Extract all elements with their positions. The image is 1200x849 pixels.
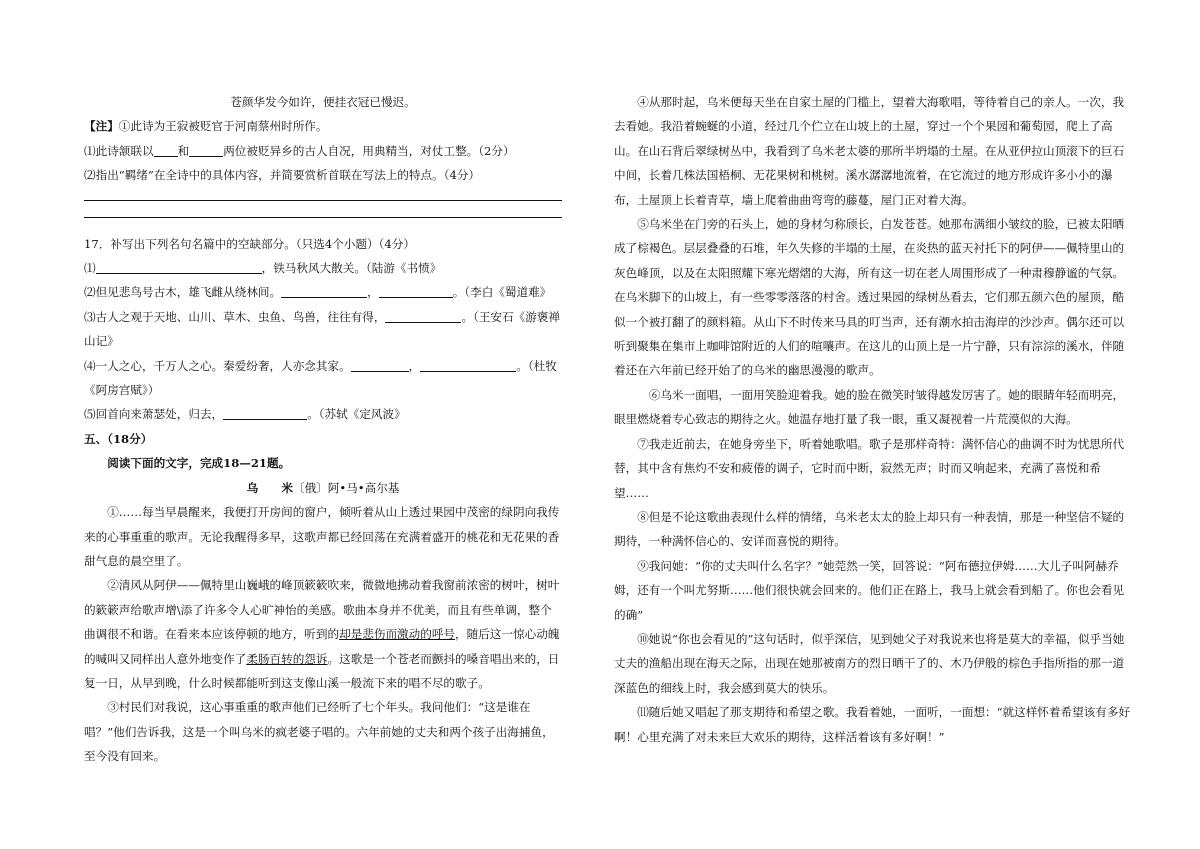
question-17-4: [84, 354, 562, 403]
q17-4-text-a: ⑷一人之心，千万人之心。秦爱纷奢，人亦念其家。: [84, 358, 351, 373]
q17-3-text-b: 。（王安石《游褒禅山记》: [84, 309, 560, 349]
q17-4-text-b: ，: [408, 358, 421, 373]
underlined-phrase-1: 却是悲伤而激动的呼号: [339, 627, 456, 642]
spacer: [84, 218, 562, 232]
question-16-2: ⑵指出“羁绪”在全诗中的具体内容，并简要赏析首联在写法上的特点。（4分）: [84, 168, 481, 183]
p2-text-b: ，随后这一惊心动魄的喊叫又同样出人意外地变作了: [84, 627, 560, 666]
answer-blank[interactable]: [223, 406, 307, 420]
q16-1-text-a: ⑴此诗颔联以: [84, 143, 154, 158]
answer-line[interactable]: [84, 200, 562, 201]
underlined-phrase-2: 柔肠百转的怨诉: [246, 651, 328, 666]
note-tag: 【注】: [84, 119, 119, 134]
paragraph-7: ⑦我走近前去，在她身旁坐下，听着她歌唱。歌子是那样奇特：满怀信心的曲调不时为忧思所代替，其中含有焦灼不安和疲倦的调子，它时而中断，寂然无声；时而又响起来，充满了喜悦和希望……: [614, 436, 1125, 500]
answer-blank[interactable]: [189, 143, 223, 157]
section-five-heading: 五、（18分）: [84, 431, 153, 446]
q17-5-text-a: ⑸回首向来萧瑟处，归去，: [84, 407, 224, 422]
poem-last-line: 苍颜华发今如许，便挂衣冠已慢迟。: [230, 95, 416, 109]
q17-3-text-a: ⑶古人之观于天地、山川、草木、虫鱼、鸟兽，往往有得，: [84, 309, 386, 324]
paragraph-8: ⑧但是不论这歌曲表现什么样的情绪，乌米老太太的脸上却只有一种表情，那是一种坚信不疑的期待，一种满怀信心的、安详而喜悦的期待。: [614, 509, 1125, 549]
question-17-3: [84, 305, 562, 354]
q16-1-text-b: 和: [177, 143, 190, 158]
q16-1-text-c: 两位被贬异乡的古人自况，用典精当，对仗工整。（2分）: [223, 143, 515, 158]
left-column: [84, 90, 562, 769]
story-heading: [84, 476, 562, 500]
question-17: 17．补写出下列名句名篇中的空缺部分。（只选4个小题）（4分）: [84, 236, 415, 251]
answer-blank[interactable]: [351, 358, 409, 372]
reading-instructions: 阅读下面的文字，完成18—21题。: [107, 456, 291, 471]
paragraph-10: ⑩她说“你也会看见的”这句话时，似乎深信，见到她父子对我说来也将是莫大的幸福，似乎当她丈夫的渔船出现在海天之际，出现在她那被南方的烈日晒干了的、木乃伊般的棕色手指所指的那一道深蓝色的细线上时，我会感到莫大的快乐。: [614, 631, 1125, 695]
question-17-2: [84, 280, 562, 304]
question-17-1: [84, 256, 562, 280]
q17-2-text-a: ⑵但见悲鸟号古木，雄飞雌从绕林间。: [84, 285, 282, 300]
p2-text-a: ②清风从阿伊——佩特里山巍峨的峰顶簌簌吹来，微微地拂动着我窗前浓密的树叶，树叶的簌簌声给歌声增\添了许多令人心旷神怡的美感。歌曲本身并不优美，而且有些单调，整个曲调很不和谐。在看来本应该停顿的地方，听到的: [84, 578, 560, 642]
paragraph-3: ③村民们对我说，这心事重重的歌声他们已经听了七个年头。我问他们：“这是谁在唱？”他们告诉我，这是一个叫乌米的疯老婆子唱的。六年前她的丈夫和两个孩子出海捕鱼，至今没有回来。: [84, 700, 554, 764]
answer-blank[interactable]: [379, 284, 453, 298]
answer-blank[interactable]: [154, 143, 178, 157]
q17-5-text-b: 。（苏轼《定风波》: [307, 407, 406, 422]
answer-blank[interactable]: [420, 358, 516, 372]
question-16-1: [84, 139, 562, 163]
paragraph-9: ⑨我问她：“你的丈夫叫什么名字？”她莞然一笑，回答说：“阿布德拉伊姆……大儿子叫阿赫乔姆，还有一个叫尤努斯……他们很快就会回来的。他们正在路上，我马上就会看到船了。你也会看见的确”: [614, 558, 1125, 622]
poem-note: [84, 114, 562, 138]
answer-blank[interactable]: [385, 309, 461, 323]
paragraph-6: ⑥乌米一面唱，一面用笑脸迎着我。她的脸在微笑时皱得越发厉害了。她的眼睛年轻而明亮，眼里燃烧着专心致志的期待之火。她温存地打量了我一眼，重又凝视着一片荒漠似的大海。: [614, 387, 1125, 427]
answer-blank[interactable]: [96, 260, 262, 274]
q17-1-text-b: ，铁马秋风大散关。（陆游《书愤》: [261, 261, 442, 276]
paragraph-11: ⑾随后她又唱起了那支期待和希望之歌。我看着她，一面听，一面想：“就这样怀着希望该有多好啊！心里充满了对未来巨大欢乐的期待，这样活着该有多好啊！”: [614, 705, 1131, 744]
right-column: [614, 90, 1134, 749]
paragraph-4: ④从那时起，乌米便每天坐在自家土屋的门槛上，望着大海歌唱，等待着自己的亲人。一次，我去看她。我沿着蜿蜒的小道，经过几个伫立在山坡上的土屋，穿过一个个果园和葡萄园，爬上了高山。在山石背后翠绿树丛中，我看到了乌米老太婆的那所半坍塌的土屋。在从亚伊拉山顶滚下的巨石中间，长着几株法国梧桐、无花果树和桃树。溪水潺潺地流着，在它流过的地方形成许多小小的瀑布，土屋顶上长着青草，墙上爬着曲曲弯弯的藤蔓，屋门正对着大海。: [614, 95, 1125, 207]
paragraph-5: ⑤乌米坐在门旁的石头上，她的身材匀称颀长，白发苍苍。她那布满细小皱纹的脸，已被太阳晒成了棕褐色。层层叠叠的石堆，年久失修的半塌的土屋，在炎热的蓝天衬托下的阿伊——佩特里山的灰色峰顶，以及在太阳照耀下寒光熠熠的大海，所有这一切在老人周围形成了一种肃穆静谧的气氛。在乌米脚下的山坡上，有一些零零落落的村舍。透过果园的绿树丛看去，它们那五颜六色的屋顶，酷似一个被打翻了的颜料箱。从山下不时传来马具的叮当声，还有潮水拍击海岸的沙沙声。偶尔还可以听到聚集在集市上咖啡馆附近的人们的喧嚷声。在这儿的山顶上是一片宁静，只有淙淙的溪水，伴随着还在六年前已经开始了的乌米的幽思漫漫的歌声。: [614, 217, 1125, 378]
q17-2-text-c: 。（李白《蜀道难》: [452, 285, 552, 300]
p2-text-c: 。这歌是一个苍老而颤抖的嗓音唱出来的，日复一日，从早到晚，什么时候都能听到这支像山溪一般流下来的唱不尽的歌子。: [84, 651, 560, 690]
q17-1-text-a: ⑴: [84, 261, 96, 276]
paragraph-2: [84, 573, 562, 695]
answer-blank[interactable]: [281, 284, 367, 298]
story-author: 〔俄〕阿•马•高尔基: [292, 480, 400, 495]
note-text: ①此诗为王寂被贬官于河南蔡州时所作。: [118, 119, 328, 134]
story-title: 乌 米: [246, 480, 293, 495]
q17-4-text-c: 。（杜牧《阿房宫赋》）: [84, 358, 557, 398]
question-17-5: [84, 402, 562, 426]
paragraph-1: ①……每当早晨醒来，我便打开房间的窗户，倾听着从山上透过果园中茂密的绿阴向我传来的心事重重的歌声。无论我醒得多早，这歌声都已经回荡在充满着盛开的桃花和无花果的香甜气息的晨空里了。: [84, 505, 560, 568]
q17-2-text-b: ，: [367, 285, 379, 300]
